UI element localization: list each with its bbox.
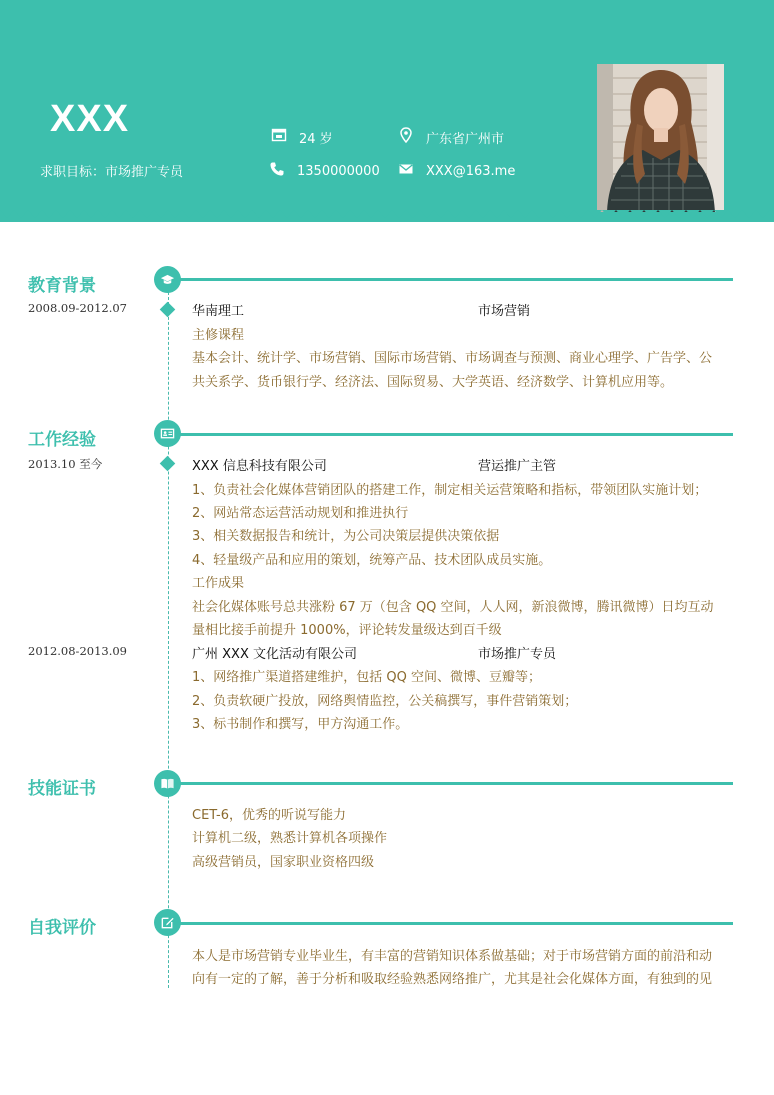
section-title-skills: 技能证书 <box>28 779 96 799</box>
zigzag-edge <box>0 210 774 224</box>
self-eval-text: 本人是市场营销专业毕业生，有丰富的营销知识体系做基础；对于市场营销方面的前沿和动 <box>192 949 713 964</box>
book-icon <box>154 770 181 797</box>
id-card-icon <box>154 420 181 447</box>
timeline-line <box>168 292 169 988</box>
graduation-cap-icon <box>154 266 181 293</box>
job-objective: 求职目标：市场推广专员 <box>40 165 184 180</box>
job1-duty: 3、相关数据报告和统计，为公司决策层提供决策依据 <box>192 529 500 544</box>
envelope-icon <box>398 161 414 181</box>
edit-icon <box>154 909 181 936</box>
major-name: 市场营销 <box>478 304 531 319</box>
job1-duty: 2、网站常态运营活动规划和推进执行 <box>192 506 409 521</box>
job2-date: 2012.08-2013.09 <box>28 644 127 658</box>
location-info <box>398 127 504 147</box>
phone-icon <box>269 161 285 181</box>
timeline-marker <box>160 456 176 472</box>
school-name: 华南理工 <box>192 304 245 319</box>
calendar-icon <box>271 127 287 147</box>
courses-label: 主修课程 <box>192 328 245 343</box>
email-info <box>398 161 515 181</box>
job2-duty: 1、网络推广渠道搭建维护，包括 QQ 空间、微博、豆瓣等； <box>192 670 542 685</box>
job1-duty: 1、负责社会化媒体营销团队的搭建工作，制定相关运营策略和指标，带领团队实施计划； <box>192 483 708 498</box>
courses-text: 共关系学、货币银行学、经济法、国际贸易、大学英语、经济数学、计算机应用等。 <box>192 375 674 390</box>
self-eval-text: 向有一定的了解，善于分析和吸取经验熟悉网络推广，尤其是社会化媒体方面，有独到的见 <box>192 972 713 987</box>
header-banner <box>0 0 774 222</box>
job1-date: 2013.10 至今 <box>28 457 103 471</box>
job2-company: 广州 XXX 文化活动有限公司 <box>192 647 357 662</box>
age-info <box>271 127 333 147</box>
profile-photo <box>597 64 724 212</box>
job1-achievement-label: 工作成果 <box>192 576 245 591</box>
job2-position: 市场推广专员 <box>478 647 557 662</box>
education-date: 2008.09-2012.07 <box>28 301 127 315</box>
skill-item: CET-6，优秀的听说写能力 <box>192 808 347 823</box>
email-text: XXX@163.me <box>426 163 516 179</box>
age-text: 24 岁 <box>299 131 333 147</box>
candidate-name: XXX <box>50 98 130 140</box>
courses-text: 基本会计、统计学、市场营销、国际市场营销、市场调查与预测、商业心理学、广告学、公 <box>192 351 713 366</box>
location-pin-icon <box>398 127 414 147</box>
section-divider <box>178 278 733 281</box>
phone-info <box>269 161 380 181</box>
section-title-self-eval: 自我评价 <box>28 918 96 938</box>
section-divider <box>178 922 733 925</box>
job1-duty: 4、轻量级产品和应用的策划，统筹产品、技术团队成员实施。 <box>192 553 552 568</box>
job1-company: XXX 信息科技有限公司 <box>192 459 327 474</box>
job1-position: 营运推广主管 <box>478 459 557 474</box>
job1-achievement: 量相比接手前提升 1000%，评论转发量级达到百千级 <box>192 623 502 638</box>
job1-achievement: 社会化媒体账号总共涨粉 67 万（包含 QQ 空间，人人网，新浪微博，腾讯微博）日均互动 <box>192 600 714 615</box>
job2-duty: 2、负责软硬广投放，网络舆情监控，公关稿撰写，事件营销策划； <box>192 694 578 709</box>
timeline-marker <box>160 302 176 318</box>
section-divider <box>178 433 733 436</box>
skill-item: 高级营销员，国家职业资格四级 <box>192 855 375 870</box>
job2-duty: 3、标书制作和撰写，甲方沟通工作。 <box>192 717 409 732</box>
section-divider <box>178 782 733 785</box>
location-text: 广东省广州市 <box>426 131 505 147</box>
skill-item: 计算机二级，熟悉计算机各项操作 <box>192 831 388 846</box>
section-title-education: 教育背景 <box>28 276 96 296</box>
section-title-work: 工作经验 <box>28 430 96 450</box>
phone-text: 1350000000 <box>297 163 380 179</box>
